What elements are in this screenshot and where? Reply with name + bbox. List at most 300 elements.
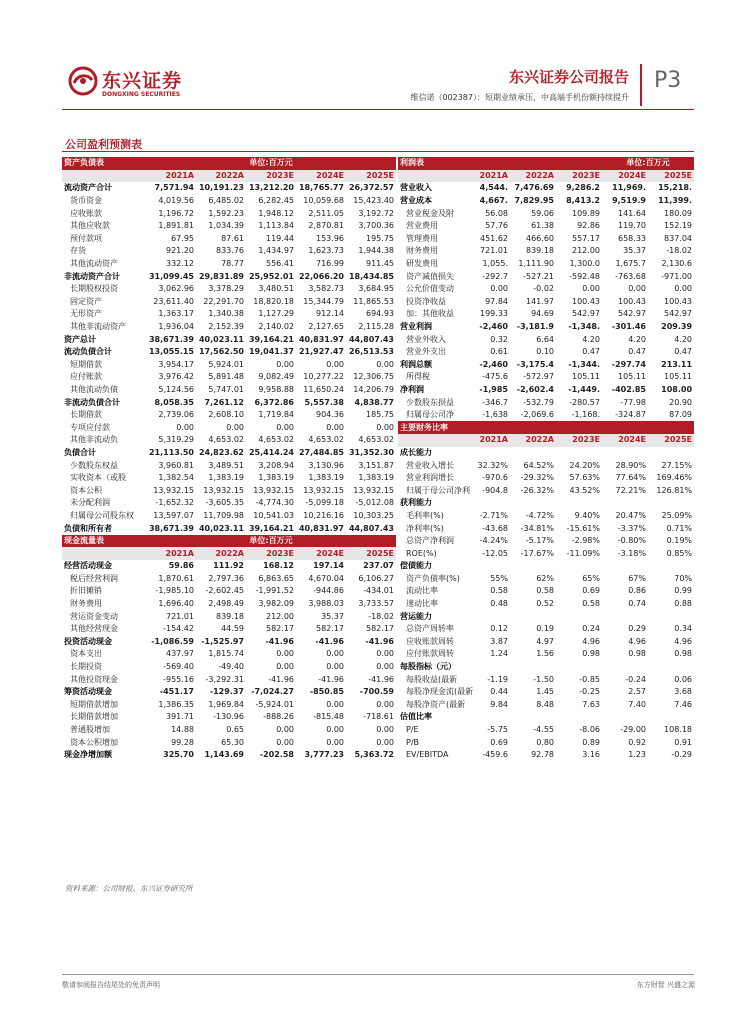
cell-value: 437.97 <box>166 649 194 659</box>
cell-value: 7.40 <box>628 699 646 709</box>
cell-value: 2,870.81 <box>308 221 344 231</box>
row-label: 流动比率 <box>406 586 438 596</box>
cell-value: 1,127.29 <box>258 309 294 319</box>
cell-value <box>464 661 510 674</box>
table-row <box>62 333 396 346</box>
cell-value: 18,820.18 <box>253 296 294 306</box>
cell-value: 19,041.37 <box>248 347 294 357</box>
cell-value: 44,807.43 <box>348 334 394 344</box>
table-row <box>62 396 396 409</box>
row-label: 成长能力 <box>400 447 432 457</box>
cell-value: 213.11 <box>661 359 693 369</box>
table-row <box>398 409 694 422</box>
cell-value: 0.00 <box>376 422 394 432</box>
cell-value: 0.91 <box>674 737 693 747</box>
logo-cn-text: 东兴证券 <box>102 70 183 92</box>
cell-value <box>602 560 648 573</box>
cf-title-row <box>62 535 396 548</box>
table-row <box>62 245 396 258</box>
table-row <box>62 296 396 309</box>
cell-value: 56.08 <box>485 208 508 218</box>
cell-value: 1,113.84 <box>258 221 294 231</box>
row-label: 流动资产合计 <box>64 183 112 193</box>
cell-value: -324.87 <box>615 410 646 420</box>
ratio-year-row <box>398 434 694 447</box>
cell-value: 1.24 <box>490 649 508 659</box>
cell-value: -43.68 <box>482 523 508 533</box>
row-label: 应付账款 <box>70 372 102 382</box>
cell-value: 7,571.94 <box>154 183 194 193</box>
table-row <box>398 522 694 535</box>
cell-value: 119.70 <box>618 221 646 231</box>
row-label: 负债合计 <box>64 447 96 457</box>
cell-value: -0.29 <box>671 750 693 760</box>
cell-value: 6.64 <box>536 334 554 344</box>
table-row <box>62 459 396 472</box>
cell-value: -4.72% <box>525 510 554 520</box>
table-row <box>62 472 396 485</box>
year-header: 2024E <box>296 547 346 560</box>
table-row <box>398 560 694 573</box>
cell-value: -130.96 <box>213 712 244 722</box>
cell-value: -1,985 <box>479 384 508 394</box>
cell-value: -41.96 <box>318 674 344 684</box>
section-title: 公司盈利预测表 <box>65 138 142 151</box>
cell-value: -592.48 <box>569 271 600 281</box>
cell-value: 78.77 <box>221 259 244 269</box>
row-label: 存货 <box>70 246 86 256</box>
cell-value: -5,099.18 <box>305 498 344 508</box>
cell-value: 2,498.49 <box>208 599 244 609</box>
row-label: 少数股东权益 <box>70 460 118 470</box>
cell-value: -3.37% <box>617 523 646 533</box>
cell-value: 1,623.73 <box>308 246 344 256</box>
cell-value: 0.00 <box>276 649 294 659</box>
cell-value: -301.46 <box>611 322 646 332</box>
cell-value: 0.00 <box>376 737 394 747</box>
cell-value <box>464 610 510 623</box>
cell-value: -532.79 <box>523 397 554 407</box>
cell-value: 0.88 <box>674 599 693 609</box>
cell-value: -3,181.9 <box>516 322 554 332</box>
cell-value <box>510 497 556 510</box>
cell-value: 325.70 <box>163 750 194 760</box>
table-row <box>62 258 396 271</box>
year-header: 2025E <box>346 170 396 183</box>
income-ratio-table <box>398 157 694 762</box>
cell-value: -718.61 <box>363 712 394 722</box>
cell-value: 2,511.05 <box>308 208 344 218</box>
cell-value: 716.99 <box>316 259 344 269</box>
row-label: 资产总计 <box>64 334 96 344</box>
cell-value: 1,055. <box>482 259 508 269</box>
cell-value: -0.85 <box>579 674 600 684</box>
cell-value: 2.57 <box>628 687 646 697</box>
cell-value: -18.02 <box>368 611 394 621</box>
year-header: 2022A <box>196 547 246 560</box>
cell-value: 1,383.19 <box>208 473 244 483</box>
year-header-blank <box>62 547 146 560</box>
bs-year-row <box>62 170 396 183</box>
row-label: 其他经营现金 <box>70 624 118 634</box>
cell-value: 141.97 <box>526 296 554 306</box>
cell-value <box>648 497 694 510</box>
cell-value: 0.69 <box>490 737 508 747</box>
cell-value: 35.37 <box>623 246 646 256</box>
cell-value: -944.86 <box>313 586 344 596</box>
table-title: 现金流量表 <box>62 535 146 548</box>
cell-value <box>602 711 648 724</box>
table-row <box>62 598 396 611</box>
cell-value: -1.50 <box>533 674 554 684</box>
cell-value: 195.75 <box>366 233 394 243</box>
cell-value: 67.95 <box>171 233 194 243</box>
header-blank <box>346 535 396 548</box>
cell-value: 4,544. <box>479 183 508 193</box>
table-row <box>398 195 694 208</box>
cell-value: 0.00 <box>276 662 294 672</box>
cell-value: 1,675.7 <box>615 259 646 269</box>
table-row <box>398 610 694 623</box>
cell-value: -2,069.6 <box>520 410 554 420</box>
unit-label: 单位:百万元 <box>196 157 346 170</box>
cell-value: 0.06 <box>674 674 693 684</box>
row-label: 未分配利润 <box>70 498 110 508</box>
year-header: 2021A <box>146 547 196 560</box>
cell-value: 4.96 <box>674 636 693 646</box>
cell-value: 92.86 <box>577 221 600 231</box>
cell-value: 1,300.0 <box>569 259 600 269</box>
table-row <box>62 447 396 460</box>
cell-value <box>648 560 694 573</box>
cell-value: -572.97 <box>523 372 554 382</box>
table-row <box>62 270 396 283</box>
cell-value: 8,058.35 <box>154 397 194 407</box>
cell-value: 94.69 <box>531 309 554 319</box>
cell-value: 0.19% <box>666 536 693 546</box>
cell-value: 1,383.19 <box>358 473 394 483</box>
row-label: 预付款项 <box>70 233 102 243</box>
year-header: 2024E <box>602 170 648 183</box>
table-row <box>398 535 694 548</box>
row-label: 应收账款周转 <box>406 636 454 646</box>
row-label: 短期借款增加 <box>70 699 118 709</box>
row-label: 应付账款周转 <box>406 649 454 659</box>
unit-label: 单位:百万元 <box>196 535 346 548</box>
cell-value: 67% <box>628 573 646 583</box>
table-row <box>398 182 694 195</box>
cell-value: -49.40 <box>218 662 244 672</box>
cell-value: 237.07 <box>363 561 394 571</box>
cell-value: 31,352.30 <box>348 447 394 457</box>
cell-value: 10,303.25 <box>353 510 394 520</box>
cell-value: 29,831.89 <box>198 271 244 281</box>
cell-value: 0.00 <box>326 649 344 659</box>
table-title: 利润表 <box>398 157 510 170</box>
cell-value: 185.75 <box>366 410 394 420</box>
row-label: 管理费用 <box>406 233 438 243</box>
cell-value: -955.16 <box>163 674 194 684</box>
table-row <box>62 195 396 208</box>
cell-value: 209.39 <box>661 322 693 332</box>
row-label: 经营活动现金 <box>64 561 112 571</box>
cell-value: 126.81% <box>656 485 693 495</box>
cell-value: 0.00 <box>276 725 294 735</box>
table-row <box>398 699 694 712</box>
cell-value: 5,124.56 <box>158 384 194 394</box>
cell-value: 97.84 <box>485 296 508 306</box>
company-logo <box>68 64 183 104</box>
row-label: 筹资活动现金 <box>64 687 112 697</box>
cell-value: 108.18 <box>664 725 693 735</box>
cell-value: 0.00 <box>376 359 394 369</box>
cell-value <box>464 497 510 510</box>
cell-value: 7.63 <box>582 699 600 709</box>
cell-value: 0.12 <box>490 624 508 634</box>
cell-value: 212.00 <box>572 246 600 256</box>
year-header: 2022A <box>510 170 556 183</box>
cell-value: 180.09 <box>664 208 693 218</box>
cell-value: 4.96 <box>582 636 600 646</box>
table-row <box>62 573 396 586</box>
cell-value: 4,653.02 <box>308 435 344 445</box>
cell-value: -451.17 <box>159 687 194 697</box>
cell-value: 23,611.40 <box>153 296 194 306</box>
row-label: 净利润 <box>400 384 424 394</box>
cell-value: -850.85 <box>309 687 344 697</box>
header-rule <box>62 109 694 110</box>
cell-value: 0.00 <box>326 737 344 747</box>
cell-value: -5,012.08 <box>355 498 394 508</box>
cell-value <box>464 560 510 573</box>
cell-value: 837.04 <box>664 233 693 243</box>
logo-en-text: DONGXING SECURITIES <box>102 91 181 98</box>
header-blank <box>346 157 396 170</box>
cell-value: 87.09 <box>669 410 693 420</box>
cell-value: 65.30 <box>221 737 244 747</box>
cell-value: 17,562.50 <box>198 347 244 357</box>
cell-value: 466.60 <box>526 233 554 243</box>
table-row <box>398 585 694 598</box>
cell-value <box>556 447 602 460</box>
cell-value: 40,831.97 <box>298 523 344 533</box>
table-row <box>398 497 694 510</box>
cell-value: 0.99 <box>674 586 693 596</box>
cell-value: 3,777.23 <box>304 750 344 760</box>
cell-value: -15.61% <box>566 523 600 533</box>
cell-value: 0.58 <box>582 599 600 609</box>
row-label: ROE(%) <box>406 548 437 558</box>
bs-title-row <box>62 157 396 170</box>
table-row <box>62 346 396 359</box>
table-row <box>398 724 694 737</box>
cell-value: 0.58 <box>536 586 554 596</box>
cell-value: 3,582.73 <box>308 284 344 294</box>
cell-value <box>510 560 556 573</box>
cell-value: -2,460 <box>479 359 508 369</box>
data-source-note: 资料来源：公司财报、东兴证券研究所 <box>65 884 193 893</box>
cell-value: 1,386.35 <box>158 699 194 709</box>
cell-value: 0.69 <box>582 586 600 596</box>
table-row <box>62 648 396 661</box>
cell-value: -1,086.59 <box>151 636 194 646</box>
cell-value: 26,372.57 <box>348 183 394 193</box>
cell-value: 4.20 <box>674 334 693 344</box>
cell-value: -475.6 <box>482 372 508 382</box>
cell-value: 1,936.04 <box>158 322 194 332</box>
table-row <box>398 598 694 611</box>
header-blank <box>146 157 196 170</box>
row-label: 资产减值损失 <box>406 271 454 281</box>
cell-value <box>510 711 556 724</box>
cell-value: 44,807.43 <box>348 523 394 533</box>
cell-value: -5,924.01 <box>255 699 294 709</box>
cell-value: 542.97 <box>618 309 646 319</box>
cell-value: -569.40 <box>163 662 194 672</box>
report-subtitle: 维信诺（002387）：短期业绩承压，中高端手机份额持续提升 <box>410 93 629 102</box>
table-row <box>62 636 396 649</box>
cell-value: 18,434.85 <box>348 271 394 281</box>
cell-value: 4.97 <box>536 636 554 646</box>
cell-value: 904.36 <box>316 410 344 420</box>
cell-value: 35.37 <box>321 611 344 621</box>
table-row <box>62 409 396 422</box>
year-header: 2025E <box>648 434 694 447</box>
year-header-blank <box>62 170 146 183</box>
table-row <box>398 459 694 472</box>
cell-value: 9,082.49 <box>258 372 294 382</box>
cell-value: 557.17 <box>572 233 600 243</box>
cell-value: 2,797.36 <box>208 573 244 583</box>
cell-value <box>510 447 556 460</box>
cell-value: 141.64 <box>618 208 646 218</box>
cell-value: 21,927.47 <box>298 347 344 357</box>
row-label: 实收资本（或股 <box>70 473 126 483</box>
row-label: 所得税 <box>406 372 430 382</box>
cell-value: 0.98 <box>674 649 693 659</box>
cell-value: 199.33 <box>480 309 508 319</box>
row-label: 现金净增加额 <box>64 750 112 760</box>
table-row <box>62 699 396 712</box>
row-label: 其他投资现金 <box>70 674 118 684</box>
cell-value: 556.41 <box>266 259 294 269</box>
cell-value: 9,286.2 <box>566 183 600 193</box>
row-label: 应收账款 <box>70 208 102 218</box>
row-label: 利润总额 <box>400 359 432 369</box>
cell-value: -4,774.30 <box>255 498 294 508</box>
cell-value: 10,277.22 <box>303 372 344 382</box>
cell-value: 1,969.84 <box>208 699 244 709</box>
cell-value: 153.96 <box>316 233 344 243</box>
row-label: 营业利润 <box>400 322 432 332</box>
year-header: 2023E <box>556 434 602 447</box>
is-title-row <box>398 157 694 170</box>
cell-value: 44.59 <box>221 624 244 634</box>
cell-value: 13,055.15 <box>148 347 194 357</box>
cell-value: 4.96 <box>628 636 646 646</box>
year-header: 2021A <box>464 434 510 447</box>
cell-value: 3,378.29 <box>208 284 244 294</box>
cell-value: 921.20 <box>166 246 194 256</box>
cell-value: 40,831.97 <box>298 334 344 344</box>
cell-value: 3,489.51 <box>208 460 244 470</box>
cell-value: 3,130.96 <box>308 460 344 470</box>
cell-value: 39,164.21 <box>248 523 294 533</box>
year-header: 2023E <box>246 547 296 560</box>
cell-value: 5,891.48 <box>208 372 244 382</box>
table-row <box>398 623 694 636</box>
row-label: P/B <box>406 737 420 747</box>
row-label: P/E <box>406 725 419 735</box>
table-row <box>398 547 694 560</box>
balance-cashflow-table <box>62 157 396 762</box>
cell-value <box>648 711 694 724</box>
cell-value: 22,066.20 <box>298 271 344 281</box>
cell-value: 5,747.01 <box>208 384 244 394</box>
cell-value: 1,719.84 <box>258 410 294 420</box>
table-row <box>398 321 694 334</box>
table-row <box>62 207 396 220</box>
cell-value: 9,958.88 <box>258 384 294 394</box>
cell-value: -5.75 <box>487 725 508 735</box>
cell-value: -434.01 <box>363 586 394 596</box>
cell-value: -971.00 <box>661 271 693 281</box>
cf-year-row <box>62 547 396 560</box>
table-row <box>62 484 396 497</box>
cell-value: -815.48 <box>313 712 344 722</box>
cell-value: -202.58 <box>259 750 294 760</box>
table-row <box>62 283 396 296</box>
year-header: 2024E <box>296 170 346 183</box>
cell-value: 8.48 <box>536 699 554 709</box>
cell-value: 0.98 <box>628 649 646 659</box>
cell-value: 105.11 <box>618 372 646 382</box>
table-row <box>398 283 694 296</box>
cell-value: 15,218. <box>658 183 693 193</box>
year-header: 2021A <box>464 170 510 183</box>
year-header-blank <box>398 434 464 447</box>
row-label: 流动负债合计 <box>64 347 112 357</box>
cell-value: 4,653.02 <box>208 435 244 445</box>
cell-value: 694.93 <box>366 309 394 319</box>
cell-value: 87.61 <box>221 233 244 243</box>
table-row <box>398 573 694 586</box>
table-row <box>62 610 396 623</box>
cell-value: 13,212.20 <box>248 183 294 193</box>
cell-value: 168.12 <box>263 561 294 571</box>
cell-value: 839.18 <box>526 246 554 256</box>
cell-value: -527.21 <box>523 271 554 281</box>
cell-value: 0.00 <box>628 284 646 294</box>
unit-label: 单位:百万元 <box>602 157 694 170</box>
year-header: 2024E <box>602 434 648 447</box>
cell-value: 1,382.54 <box>158 473 194 483</box>
cell-value: 2,140.02 <box>258 322 294 332</box>
table-row <box>398 749 694 762</box>
cell-value: 391.71 <box>166 712 194 722</box>
table-row <box>398 270 694 283</box>
row-label: 专项应付款 <box>70 422 110 432</box>
cell-value: 1,383.19 <box>308 473 344 483</box>
cell-value: 911.45 <box>366 259 394 269</box>
cell-value: 7,261.12 <box>204 397 244 407</box>
row-label: 公允价值变动 <box>406 284 454 294</box>
cell-value: 0.24 <box>582 624 600 634</box>
row-label: 税后经营利润 <box>70 573 118 583</box>
cell-value: 38,671.39 <box>148 523 194 533</box>
cell-value: -1,638 <box>482 410 508 420</box>
row-label: 每股指标（元） <box>400 662 456 672</box>
